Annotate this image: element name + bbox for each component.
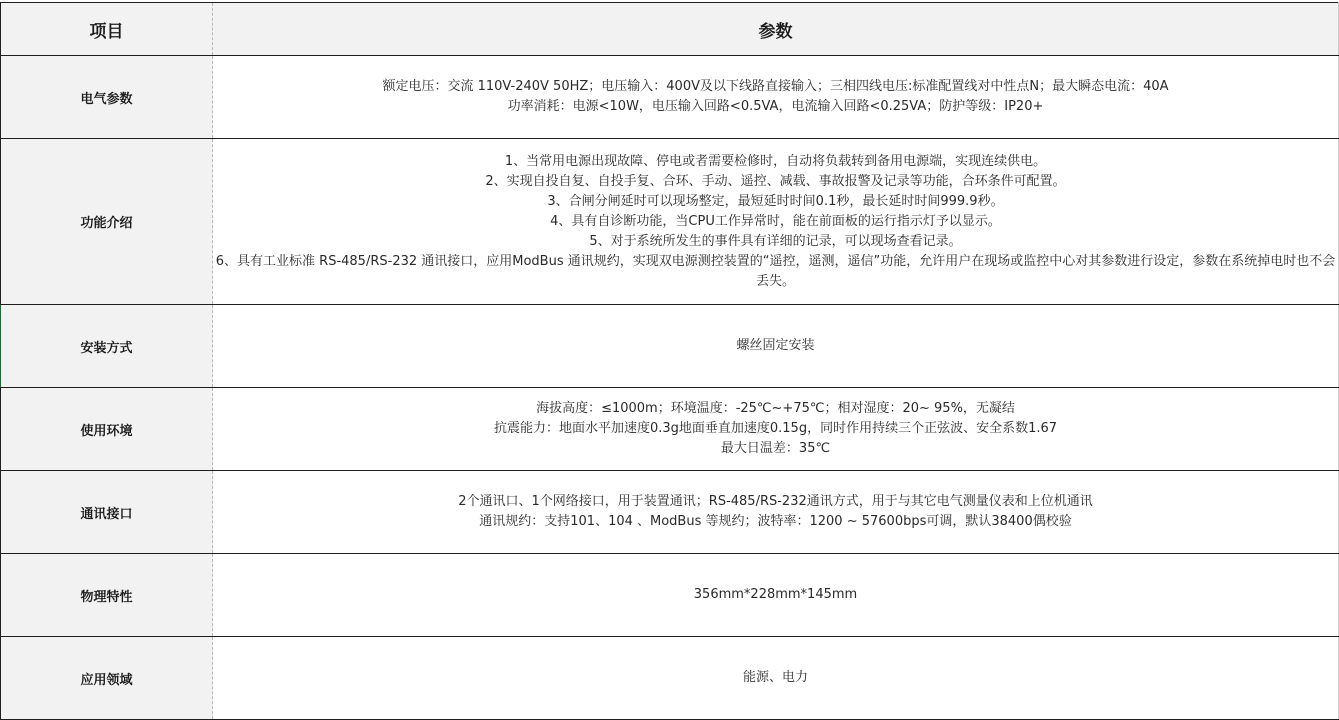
table-row [1, 139, 1339, 305]
table-row [1, 471, 1339, 554]
value-line: 螺丝固定安装 [736, 338, 815, 353]
table-row [1, 56, 1339, 139]
row-value [213, 637, 1339, 720]
table-row [1, 388, 1339, 471]
value-line: 4、具有自诊断功能，当CPU工作异常时，能在前面板的运行指示灯予以显示。 [550, 213, 1001, 229]
row-value [213, 554, 1339, 637]
row-value [213, 471, 1339, 554]
value-line: 3、合闸分闸延时可以现场整定，最短延时时间0.1秒，最长延时时间999.9秒。 [547, 193, 1004, 209]
value-line: 功率消耗：电源<10W，电压输入回路<0.5VA，电流输入回路<0.25VA；防护等级：IP20+ [507, 99, 1044, 114]
value-line: 356mm*228mm*145mm [693, 587, 858, 602]
row-value [213, 139, 1339, 305]
row-label: 功能介绍 [1, 139, 213, 305]
row-label: 安装方式 [1, 305, 213, 388]
spec-table [0, 2, 1339, 720]
table-row [1, 305, 1339, 388]
row-label: 电气参数 [1, 56, 213, 139]
row-label: 通讯接口 [1, 471, 213, 554]
row-value [213, 305, 1339, 388]
value-line: 6、具有工业标准 RS-485/RS-232 通讯接口，应用ModBus 通讯规约，实现双电源测控装置的“遥控，遥测，遥信”功能，允许用户在现场或监控中心对其参数进行设定，参数在系统掉电时也不会丢失。 [215, 253, 1336, 289]
row-label: 使用环境 [1, 388, 213, 471]
value-line: 额定电压：交流 110V-240V 50HZ；电压输入：400V及以下线路直接输入；三相四线电压:标准配置线对中性点N；最大瞬态电流：40A [382, 79, 1169, 94]
value-line: 通讯规约：支持101、104 、ModBus 等规约；波特率：1200 ~ 57600bps可调，默认38400偶校验 [479, 514, 1072, 529]
value-line: 1、当常用电源出现故障、停电或者需要检修时，自动将负载转到备用电源端，实现连续供电。 [504, 153, 1047, 169]
value-line: 2、实现自投自复、自投手复、合环、手动、遥控、减载、事故报警及记录等功能，合环条件可配置。 [485, 173, 1066, 189]
value-line: 2个通讯口、1个网络接口，用于装置通讯；RS-485/RS-232通讯方式，用于与其它电气测量仪表和上位机通讯 [458, 494, 1093, 509]
row-value [213, 388, 1339, 471]
row-value [213, 56, 1339, 139]
value-line: 最大日温差：35℃ [720, 441, 831, 456]
row-label: 应用领域 [1, 637, 213, 720]
row-label: 物理特性 [1, 554, 213, 637]
value-line: 5、对于系统所发生的事件具有详细的记录，可以现场查看记录。 [589, 233, 962, 249]
value-line: 抗震能力：地面水平加速度0.3g地面垂直加速度0.15g，同时作用持续三个正弦波、安全系数1.67 [493, 421, 1058, 436]
value-line: 海拔高度：≤1000m；环境温度：-25℃~+75℃；相对湿度：20~ 95%，无凝结 [536, 401, 1015, 416]
header-parameter: 参数 [213, 3, 1339, 56]
table-row [1, 554, 1339, 637]
value-line: 能源、电力 [742, 670, 808, 685]
header-row [1, 3, 1339, 56]
header-item: 项目 [1, 3, 213, 56]
table-row [1, 637, 1339, 720]
